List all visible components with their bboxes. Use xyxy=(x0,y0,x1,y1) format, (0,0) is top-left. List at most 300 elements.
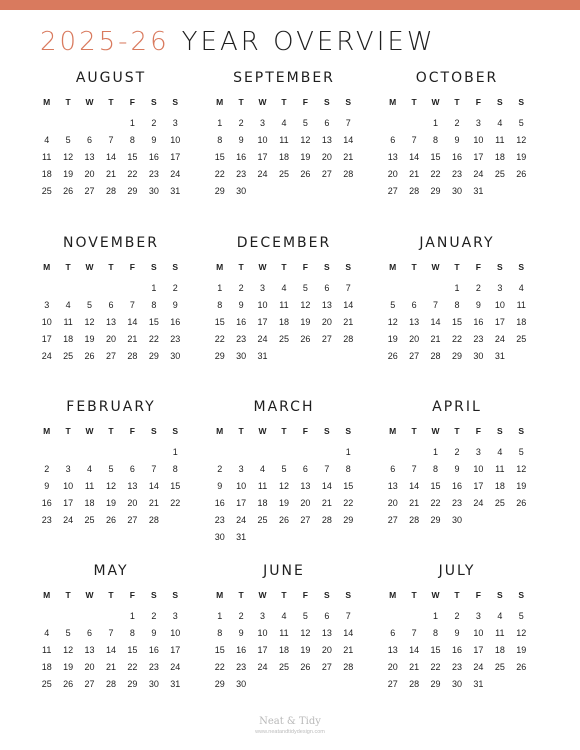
day-cell: 7 xyxy=(411,628,417,638)
day-cell: 17 xyxy=(63,498,74,508)
weekday-label: S xyxy=(345,97,352,107)
weekday-label: T xyxy=(108,97,114,107)
month-name: JULY xyxy=(438,563,476,579)
day-cell: 14 xyxy=(409,645,420,655)
day-cell: 12 xyxy=(278,481,289,491)
day-cell xyxy=(338,529,359,546)
weekday-label: S xyxy=(150,262,157,272)
day-cell: 15 xyxy=(148,317,159,327)
day-cell: 13 xyxy=(321,300,332,310)
day-cell: 30 xyxy=(451,515,462,525)
day-cell: 2 xyxy=(238,611,244,621)
weekday-label: F xyxy=(129,262,135,272)
weekday-label: F xyxy=(475,590,481,600)
day-cell: 16 xyxy=(451,645,462,655)
day-cell: 23 xyxy=(148,662,159,672)
day-cell: 4 xyxy=(281,283,287,293)
day-cell: 1 xyxy=(129,611,135,621)
day-cell xyxy=(122,444,143,461)
day-cell: 20 xyxy=(321,645,332,655)
day-cell: 17 xyxy=(473,645,484,655)
day-cell: 15 xyxy=(214,152,225,162)
day-cell: 25 xyxy=(494,169,505,179)
day-cell: 30 xyxy=(170,351,181,361)
day-cell: 22 xyxy=(430,662,441,672)
weekday-label: F xyxy=(129,426,135,436)
day-cell: 27 xyxy=(300,515,311,525)
day-cell: 15 xyxy=(127,152,138,162)
day-cell: 28 xyxy=(409,679,420,689)
day-cell xyxy=(403,608,424,625)
day-cell xyxy=(382,608,403,625)
month-april xyxy=(382,397,532,529)
day-cell: 11 xyxy=(42,152,52,162)
day-cell: 13 xyxy=(387,645,398,655)
day-cell: 28 xyxy=(148,515,159,525)
weekday-label: W xyxy=(85,426,94,436)
day-cell: 3 xyxy=(238,464,244,474)
day-cell xyxy=(79,280,100,297)
day-cell: 25 xyxy=(278,662,289,672)
day-cell: 2 xyxy=(238,283,244,293)
day-cell: 8 xyxy=(433,464,439,474)
weekday-label: W xyxy=(431,97,440,107)
day-cell: 28 xyxy=(343,169,354,179)
day-cell: 30 xyxy=(148,679,159,689)
day-cell: 9 xyxy=(172,300,178,310)
weekday-label: S xyxy=(172,590,179,600)
day-cell: 22 xyxy=(170,498,181,508)
day-cell: 28 xyxy=(409,186,420,196)
day-cell: 7 xyxy=(108,628,114,638)
day-cell: 19 xyxy=(63,169,74,179)
day-cell: 26 xyxy=(300,334,311,344)
day-cell xyxy=(273,348,294,365)
day-cell: 8 xyxy=(129,135,135,145)
weekday-label: F xyxy=(475,262,481,272)
day-cell: 17 xyxy=(257,645,268,655)
week-row xyxy=(209,166,359,183)
day-cell: 14 xyxy=(343,135,354,145)
day-cell xyxy=(100,608,121,625)
day-cell: 19 xyxy=(516,481,527,491)
day-cell: 28 xyxy=(127,351,138,361)
month-name: NOVEMBER xyxy=(63,235,159,251)
day-cell: 11 xyxy=(495,628,505,638)
month-june xyxy=(209,561,359,693)
day-cell: 20 xyxy=(321,317,332,327)
day-cell: 11 xyxy=(84,481,95,491)
day-cell: 29 xyxy=(214,186,225,196)
day-cell: 31 xyxy=(473,679,484,689)
week-row xyxy=(382,314,532,331)
day-cell: 16 xyxy=(473,317,484,327)
day-cell: 4 xyxy=(518,283,524,293)
day-cell: 13 xyxy=(127,481,138,491)
day-cell: 1 xyxy=(217,283,223,293)
day-cell xyxy=(316,444,337,461)
day-cell: 18 xyxy=(63,334,74,344)
week-row xyxy=(36,461,186,478)
weekday-label: T xyxy=(65,97,71,107)
day-cell: 23 xyxy=(451,169,462,179)
weekday-header-row xyxy=(382,259,532,276)
day-cell: 1 xyxy=(433,118,439,128)
day-cell: 21 xyxy=(105,169,116,179)
day-cell: 4 xyxy=(87,464,93,474)
day-cell: 21 xyxy=(105,662,116,672)
day-cell: 12 xyxy=(516,135,527,145)
day-cell: 26 xyxy=(300,169,311,179)
weekday-label: T xyxy=(454,262,460,272)
week-row xyxy=(382,348,532,365)
day-cell: 26 xyxy=(63,679,74,689)
month-name: MAY xyxy=(93,563,129,579)
day-cell: 1 xyxy=(454,283,460,293)
day-cell: 23 xyxy=(148,169,159,179)
day-cell xyxy=(100,280,121,297)
day-cell: 5 xyxy=(302,611,308,621)
weekday-label: W xyxy=(431,590,440,600)
day-cell: 4 xyxy=(497,118,503,128)
day-cell: 12 xyxy=(84,317,95,327)
day-cell: 25 xyxy=(84,515,95,525)
day-cell: 26 xyxy=(387,351,398,361)
weekday-label: W xyxy=(431,262,440,272)
day-cell: 16 xyxy=(451,152,462,162)
day-cell: 29 xyxy=(343,515,354,525)
weekday-header-row xyxy=(209,423,359,440)
day-cell: 23 xyxy=(236,169,247,179)
day-cell: 6 xyxy=(324,611,330,621)
day-cell: 22 xyxy=(430,498,441,508)
day-cell: 29 xyxy=(148,351,159,361)
day-cell xyxy=(36,444,57,461)
day-cell: 3 xyxy=(260,283,266,293)
day-cell: 22 xyxy=(148,334,159,344)
month-name: JANUARY xyxy=(419,235,495,251)
month-february xyxy=(36,397,186,529)
day-cell: 6 xyxy=(87,628,93,638)
day-cell: 5 xyxy=(518,611,524,621)
day-cell: 13 xyxy=(387,481,398,491)
weekday-label: F xyxy=(302,426,308,436)
footer xyxy=(0,716,580,735)
weekday-label: T xyxy=(108,590,114,600)
day-cell: 19 xyxy=(278,498,289,508)
week-row xyxy=(209,676,359,693)
day-cell: 10 xyxy=(473,628,484,638)
week-row xyxy=(36,444,186,461)
day-cell: 8 xyxy=(151,300,157,310)
day-cell: 11 xyxy=(516,300,526,310)
day-cell: 9 xyxy=(238,628,244,638)
day-cell: 26 xyxy=(516,498,527,508)
weekday-label: M xyxy=(43,590,51,600)
day-cell: 27 xyxy=(105,351,116,361)
week-row xyxy=(209,625,359,642)
day-cell xyxy=(36,608,57,625)
day-cell: 3 xyxy=(260,611,266,621)
week-row xyxy=(382,512,532,529)
title-years: 2025-26 xyxy=(40,27,170,57)
day-cell: 4 xyxy=(44,628,50,638)
day-cell: 31 xyxy=(473,186,484,196)
day-cell: 7 xyxy=(129,300,135,310)
day-cell: 15 xyxy=(430,481,441,491)
day-cell: 27 xyxy=(387,679,398,689)
day-cell: 29 xyxy=(127,679,138,689)
month-name: APRIL xyxy=(432,399,482,415)
day-cell: 28 xyxy=(343,662,354,672)
weekday-label: S xyxy=(150,426,157,436)
day-cell: 1 xyxy=(345,447,351,457)
day-cell: 10 xyxy=(170,135,181,145)
week-row xyxy=(209,444,359,461)
day-cell: 29 xyxy=(451,351,462,361)
day-cell: 20 xyxy=(300,498,311,508)
day-cell: 6 xyxy=(324,283,330,293)
day-cell: 6 xyxy=(324,118,330,128)
weekday-label: W xyxy=(258,426,267,436)
day-cell: 7 xyxy=(411,135,417,145)
day-cell: 15 xyxy=(170,481,181,491)
day-cell xyxy=(295,529,316,546)
day-cell: 31 xyxy=(257,351,268,361)
week-row xyxy=(36,512,186,529)
day-cell: 8 xyxy=(433,135,439,145)
day-cell: 2 xyxy=(172,283,178,293)
day-cell: 9 xyxy=(454,135,460,145)
weekday-label: T xyxy=(108,262,114,272)
day-cell: 29 xyxy=(214,351,225,361)
weekday-label: T xyxy=(238,97,244,107)
week-row xyxy=(209,529,359,546)
week-row xyxy=(36,297,186,314)
day-cell: 3 xyxy=(172,118,178,128)
day-cell: 25 xyxy=(257,515,268,525)
weekday-label: T xyxy=(281,262,287,272)
day-cell: 8 xyxy=(172,464,178,474)
day-cell xyxy=(316,529,337,546)
week-row xyxy=(382,297,532,314)
day-cell xyxy=(316,348,337,365)
day-cell xyxy=(489,676,510,693)
day-cell: 15 xyxy=(343,481,354,491)
day-cell: 17 xyxy=(170,152,181,162)
day-cell: 26 xyxy=(516,662,527,672)
day-cell: 25 xyxy=(516,334,527,344)
day-cell: 16 xyxy=(236,152,247,162)
weekday-label: F xyxy=(475,97,481,107)
day-cell: 30 xyxy=(214,532,225,542)
day-cell: 30 xyxy=(236,679,247,689)
week-row xyxy=(36,331,186,348)
day-cell: 27 xyxy=(321,334,332,344)
day-cell: 19 xyxy=(516,152,527,162)
day-cell: 16 xyxy=(148,152,159,162)
day-cell: 21 xyxy=(409,169,420,179)
day-cell: 18 xyxy=(278,645,289,655)
weekday-label: M xyxy=(43,426,51,436)
day-cell: 24 xyxy=(257,662,268,672)
weekday-label: T xyxy=(65,262,71,272)
day-cell xyxy=(511,512,532,529)
day-cell: 14 xyxy=(105,645,116,655)
day-cell: 3 xyxy=(260,118,266,128)
month-may xyxy=(36,561,186,693)
week-row xyxy=(209,659,359,676)
day-cell: 22 xyxy=(214,169,225,179)
day-cell: 9 xyxy=(151,628,157,638)
weekday-header-row xyxy=(36,423,186,440)
day-cell: 16 xyxy=(148,645,159,655)
weekday-label: W xyxy=(258,97,267,107)
day-cell: 31 xyxy=(170,186,181,196)
day-cell: 10 xyxy=(473,464,484,474)
day-cell: 27 xyxy=(409,351,420,361)
day-cell: 24 xyxy=(257,169,268,179)
weekday-label: T xyxy=(65,426,71,436)
day-cell: 11 xyxy=(279,135,289,145)
day-cell: 19 xyxy=(387,334,398,344)
day-cell: 27 xyxy=(127,515,138,525)
day-cell: 18 xyxy=(278,152,289,162)
weekday-label: M xyxy=(389,590,397,600)
week-row xyxy=(209,478,359,495)
day-cell: 1 xyxy=(151,283,157,293)
day-cell: 7 xyxy=(433,300,439,310)
day-cell: 22 xyxy=(127,662,138,672)
day-cell: 9 xyxy=(475,300,481,310)
day-cell: 26 xyxy=(300,662,311,672)
month-name: OCTOBER xyxy=(415,70,499,86)
day-cell xyxy=(252,529,273,546)
day-cell: 30 xyxy=(236,186,247,196)
weekday-label: F xyxy=(129,590,135,600)
weekday-label: T xyxy=(454,590,460,600)
weekday-label: M xyxy=(389,262,397,272)
day-cell: 18 xyxy=(257,498,268,508)
weekday-label: T xyxy=(238,590,244,600)
day-cell: 9 xyxy=(217,481,223,491)
weekday-label: S xyxy=(518,97,525,107)
day-cell xyxy=(79,608,100,625)
day-cell: 9 xyxy=(238,300,244,310)
day-cell: 21 xyxy=(127,334,138,344)
day-cell: 23 xyxy=(236,334,247,344)
day-cell xyxy=(489,512,510,529)
day-cell: 16 xyxy=(451,481,462,491)
day-cell: 20 xyxy=(127,498,138,508)
day-cell: 6 xyxy=(390,464,396,474)
day-cell: 15 xyxy=(214,317,225,327)
weekday-label: S xyxy=(172,97,179,107)
day-cell: 1 xyxy=(433,611,439,621)
weekday-label: F xyxy=(302,97,308,107)
week-row xyxy=(382,166,532,183)
week-row xyxy=(36,166,186,183)
day-cell: 10 xyxy=(41,317,52,327)
day-cell: 20 xyxy=(84,662,95,672)
weekday-label: W xyxy=(85,590,94,600)
day-cell: 2 xyxy=(454,118,460,128)
day-cell: 3 xyxy=(475,611,481,621)
day-cell: 28 xyxy=(409,515,420,525)
day-cell: 29 xyxy=(127,186,138,196)
day-cell: 24 xyxy=(170,662,181,672)
day-cell: 13 xyxy=(321,135,332,145)
weekday-header-row xyxy=(209,587,359,604)
day-cell: 2 xyxy=(454,447,460,457)
day-cell: 15 xyxy=(430,645,441,655)
day-cell: 16 xyxy=(214,498,225,508)
day-cell: 17 xyxy=(473,481,484,491)
day-cell: 27 xyxy=(84,186,95,196)
day-cell: 10 xyxy=(494,300,505,310)
week-row xyxy=(382,280,532,297)
day-cell: 25 xyxy=(41,186,52,196)
weekday-label: S xyxy=(172,426,179,436)
day-cell: 10 xyxy=(257,628,268,638)
day-cell: 13 xyxy=(300,481,311,491)
week-row xyxy=(36,608,186,625)
day-cell: 25 xyxy=(41,679,52,689)
day-cell: 25 xyxy=(494,498,505,508)
day-cell xyxy=(209,444,230,461)
week-row xyxy=(382,642,532,659)
day-cell xyxy=(403,444,424,461)
day-cell xyxy=(468,512,489,529)
day-cell: 29 xyxy=(430,515,441,525)
day-cell: 25 xyxy=(494,662,505,672)
day-cell xyxy=(273,183,294,200)
weekday-label: S xyxy=(345,262,352,272)
day-cell: 14 xyxy=(105,152,116,162)
weekday-header-row xyxy=(382,94,532,111)
day-cell xyxy=(57,608,78,625)
weekday-header-row xyxy=(382,587,532,604)
day-cell: 23 xyxy=(236,662,247,672)
month-name: SEPTEMBER xyxy=(233,70,335,86)
day-cell: 27 xyxy=(321,169,332,179)
week-row xyxy=(209,495,359,512)
weekday-label: W xyxy=(258,590,267,600)
weekday-label: T xyxy=(281,97,287,107)
day-cell xyxy=(403,280,424,297)
day-cell: 25 xyxy=(278,169,289,179)
weekday-label: S xyxy=(172,262,179,272)
day-cell: 4 xyxy=(497,447,503,457)
month-november xyxy=(36,233,186,365)
day-cell: 11 xyxy=(279,300,289,310)
weekday-label: F xyxy=(129,97,135,107)
day-cell: 24 xyxy=(473,169,484,179)
day-cell: 5 xyxy=(302,118,308,128)
weekday-label: S xyxy=(323,590,330,600)
weekday-header-row xyxy=(209,259,359,276)
weekday-label: T xyxy=(411,590,417,600)
day-cell: 12 xyxy=(300,135,311,145)
day-cell: 6 xyxy=(87,135,93,145)
day-cell: 30 xyxy=(236,351,247,361)
day-cell: 12 xyxy=(105,481,116,491)
day-cell: 24 xyxy=(494,334,505,344)
day-cell: 17 xyxy=(494,317,505,327)
week-row xyxy=(209,183,359,200)
day-cell: 12 xyxy=(516,464,527,474)
day-cell: 25 xyxy=(278,334,289,344)
